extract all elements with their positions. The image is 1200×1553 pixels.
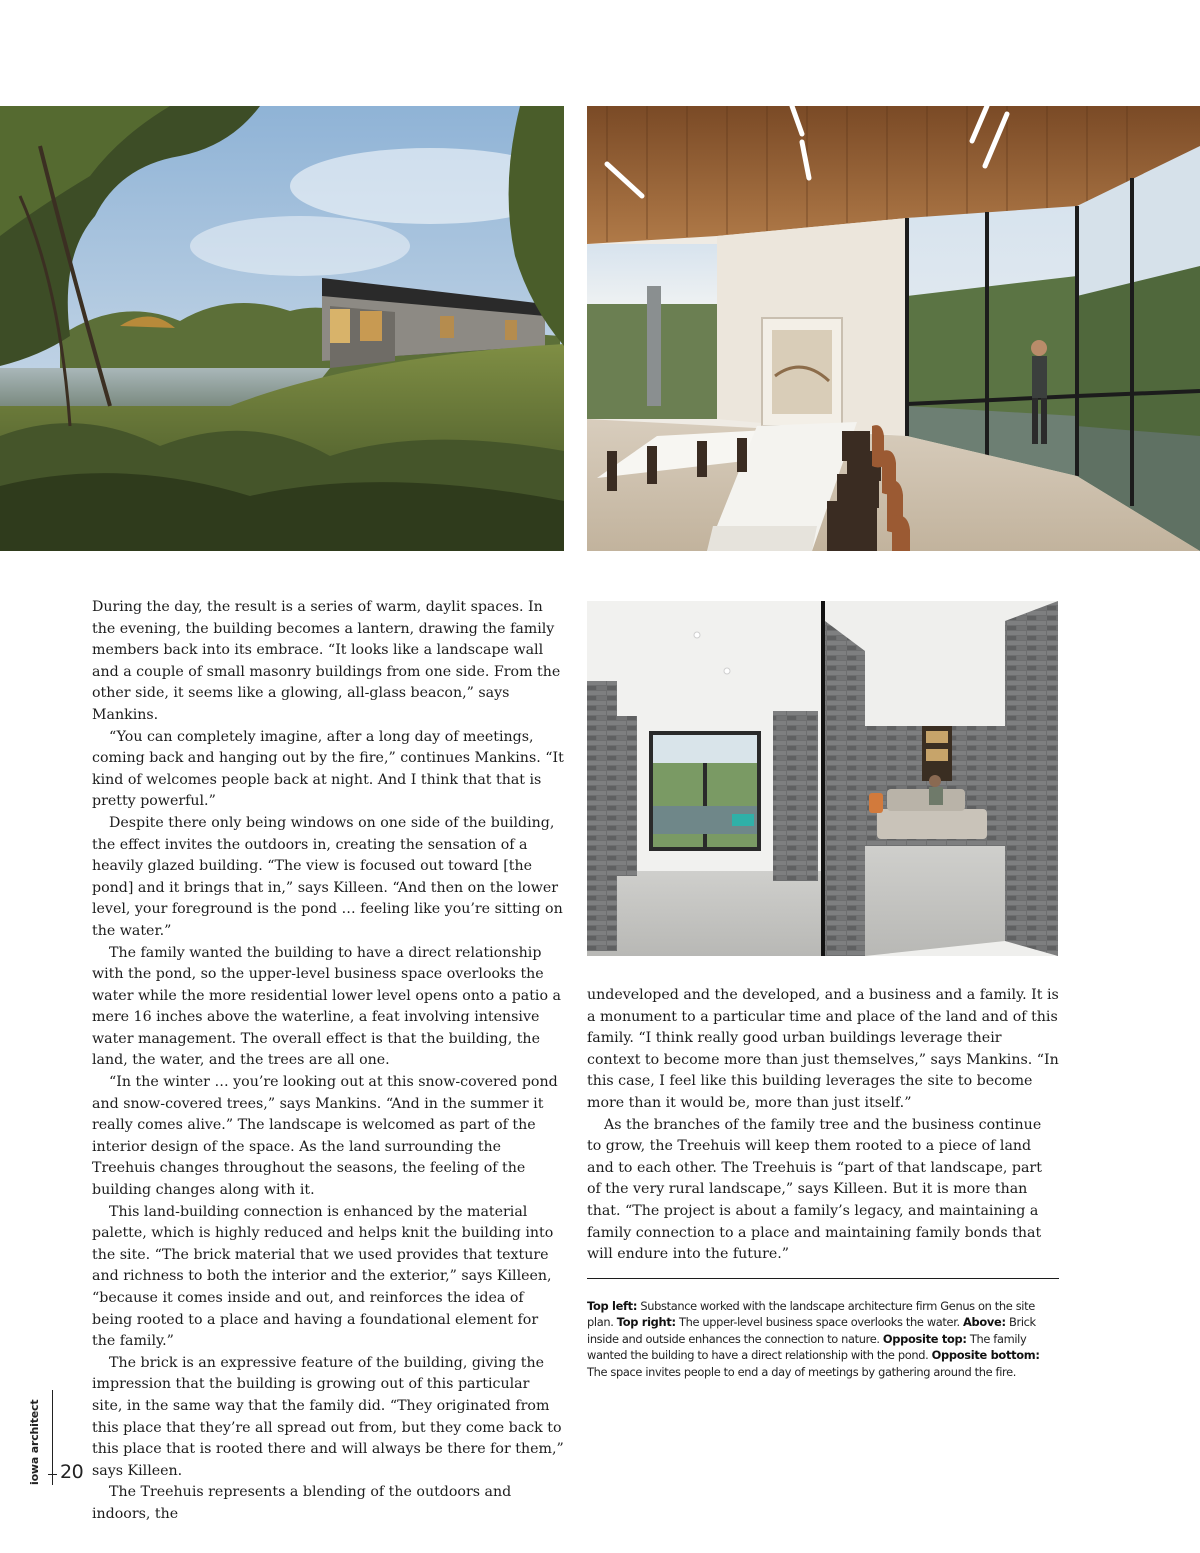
- body-paragraph: During the day, the result is a series of warm, daylit spaces. In the evening, the building becomes a lantern, drawing the family members back into its embrace. “It looks like a landscape wall and a couple of small masonry buildings from one side. From the other side, it seems like a glowing, all-glass beacon,” says Mankins.: [92, 599, 561, 723]
- caption-text: The space invites people to end a day of meetings by gathering around the fire.: [587, 1364, 1017, 1379]
- publication-name: iowa architect: [28, 1399, 41, 1485]
- photo-exterior-pond: [0, 106, 564, 551]
- body-paragraph: The Treehuis represents a blending of the outdoors and indoors, the: [92, 1484, 512, 1522]
- body-paragraph: As the branches of the family tree and the business continue to grow, the Treehuis will keep them rooted to a piece of land and to each other. The Treehuis is “part of that landscape, part of the very rural landscape,” says Killeen. But it is more than that. “The project is about a family’s legacy, and maintaining a family connection to a place and maintaining family bonds that will endure into the future.”: [587, 1116, 1042, 1263]
- caption-text: The upper-level business space overlooks the water.: [679, 1315, 960, 1330]
- body-paragraph: Despite there only being windows on one side of the building, the effect invites the outdoors in, creating the sensation of a heavily glazed building. “The view is focused out toward [the pond] and it brings that in,” says Killeen. “And then on the lower level, your foreground is the pond … feeling like you’re sitting on the water.”: [92, 814, 563, 939]
- caption-label: Top left:: [587, 1299, 638, 1313]
- body-paragraph: “You can completely imagine, after a long day of meetings, coming back and hanging out by the fire,” continues Mankins. “It kind of welcomes people back at night. And I think that that is pretty powerful.”: [92, 728, 564, 810]
- body-text-left-column: [92, 597, 564, 1526]
- caption-label: Opposite bottom:: [931, 1348, 1040, 1363]
- body-paragraph: undeveloped and the developed, and a business and a family. It is a monument to a particular time and place of the land and of this family. “I think really good urban buildings leverage their context to become more than just themselves,” says Mankins. “In this case, I feel like this building leverages the site to become more than it would be, more than just itself.”: [587, 987, 1059, 1111]
- page-number: 20: [60, 1461, 84, 1483]
- photo-business-space: [587, 106, 1200, 551]
- caption-text: The family wanted the building to have a direct relationship with the pond.: [587, 1331, 1027, 1363]
- body-paragraph: The brick is an expressive feature of the building, giving the impression that the building is growing out of this particular site, in the same way that the family did. “They originated from this place that they’re all spread out from, but they come back to this place that is rooted there and will always be there for them,” says Killeen.: [92, 1354, 564, 1479]
- body-text-right-column: [587, 985, 1059, 1266]
- body-paragraph: This land-building connection is enhanced by the material palette, which is highly reduced and helps knit the building into the site. “The brick material that we used provides that texture and richness to both the interior and the exterior,” says Killeen, “because it comes inside and out, and reinforces the idea of being rooted to a place and having a foundational element for the family.”: [92, 1203, 554, 1350]
- photo-brick-interior: [587, 601, 1058, 956]
- caption-label: Above:: [963, 1315, 1006, 1330]
- caption-label: Opposite top:: [882, 1331, 967, 1346]
- caption-text: Substance worked with the landscape architecture firm Genus on the site plan.: [587, 1299, 1035, 1330]
- caption-text: Brick inside and outside enhances the connection to nature.: [587, 1315, 1036, 1346]
- folio-tick: [48, 1474, 57, 1475]
- folio-rule: [52, 1390, 53, 1485]
- caption-divider: [587, 1278, 1059, 1279]
- body-paragraph: The family wanted the building to have a direct relationship with the pond, so the upper-level business space overlooks the water while the more residential lower level opens onto a patio a mere 16 inches above the waterline, a feat involving intensive water management. The overall effect is that the building, the land, the water, and the trees are all one.: [92, 944, 561, 1069]
- body-paragraph: “In the winter … you’re looking out at this snow-covered pond and snow-covered trees,” says Mankins. “And in the summer it really comes alive.” The landscape is welcomed as part of the interior design of the space. As the land surrounding the Treehuis changes throughout the seasons, the feeling of the building changes along with it.: [92, 1074, 558, 1199]
- photo-captions: [587, 1298, 1059, 1380]
- caption-label: Top right:: [616, 1315, 676, 1330]
